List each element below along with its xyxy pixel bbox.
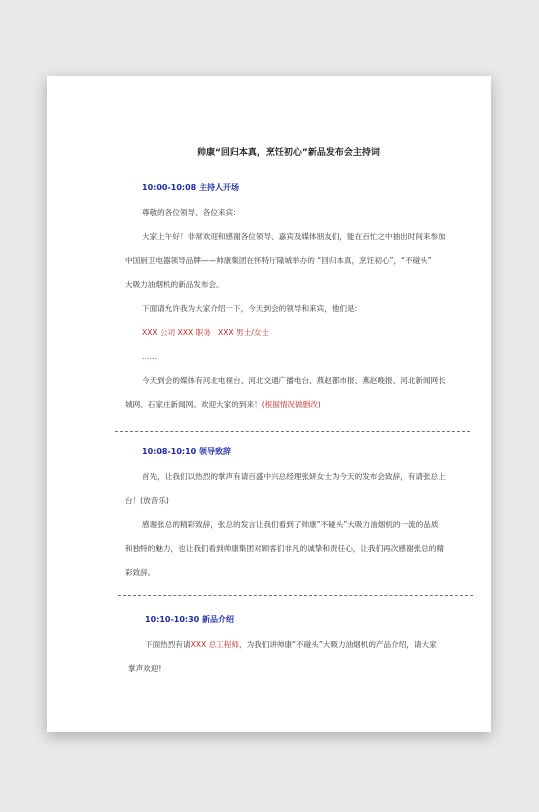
section-divider <box>118 595 473 596</box>
edit-note: (根据情况做删改) <box>261 400 321 409</box>
paragraph-text: 大吸力油烟机的新品发布会。 <box>125 280 224 289</box>
paragraph-text <box>125 401 321 409</box>
paragraph-text: 彩致辞。 <box>125 568 156 577</box>
paragraph-text: 和独特的魅力，也让我们看到帅康集团对顾客们非凡的诚挚和责任心，让我们再次感谢张总的精 <box>125 544 444 553</box>
section-heading-speech: 10:08-10:10 领导致辞 <box>142 447 232 456</box>
paragraph-text: 今天到会的媒体有河北电视台、河北交通广播电台、燕赵都市报、燕赵晚报、河北新闻网长 <box>142 376 446 385</box>
section-heading-product: 10:10-10:30 新品介绍 <box>145 615 235 624</box>
guest-name: XXX 男士/女士 <box>218 328 269 337</box>
paragraph-text: 大家上午好！非常欢迎和感谢各位领导、嘉宾及媒体朋友们，能在百忙之中抽出时间来参加 <box>142 232 446 241</box>
ellipsis: …… <box>142 352 158 361</box>
section-heading-opening: 10:00-10:08 主持人开场 <box>142 183 240 192</box>
speaker-name: XXX 总工程师 <box>190 640 239 649</box>
guest-title: XXX 公司 XXX 职务 <box>142 328 211 337</box>
intro-prefix: 下面热烈有请 <box>145 640 191 649</box>
document-page <box>47 76 491 732</box>
paragraph-text: 感谢张总的精彩致辞，张总的发言让我们看到了帅康“不碰头”大吸力油烟机的一流的品质 <box>142 520 439 529</box>
intro-suffix: ，为我们讲帅康“不碰头”大吸力油烟机的产品介绍，请大家 <box>238 640 437 649</box>
paragraph-text: 台！(放音乐) <box>125 496 169 505</box>
paragraph-text <box>145 641 437 649</box>
paragraph-text: 中国厨卫电器领导品牌——帅康集团在怀特厅隆城举办的 “回归本真，烹饪初心”，“不碰头” <box>125 256 432 265</box>
section-divider <box>115 431 470 432</box>
paragraph-text: 下面请允许我为大家介绍一下，今天到会的领导和来宾，他们是: <box>142 304 358 313</box>
paragraph-text: 尊敬的各位领导、各位来宾: <box>142 208 236 217</box>
paragraph-text: 首先，让我们以热烈的掌声有请百盛中兴总经理张妍女士为今天的发布会致辞，有请张总上 <box>142 472 446 481</box>
document-title: 帅康“回归本真，烹饪初心”新品发布会主持词 <box>197 148 380 158</box>
media-line-text: 城网、石家庄新闻网。欢迎大家的到来！ <box>125 400 262 409</box>
paragraph-text: 掌声欢迎! <box>128 664 162 673</box>
